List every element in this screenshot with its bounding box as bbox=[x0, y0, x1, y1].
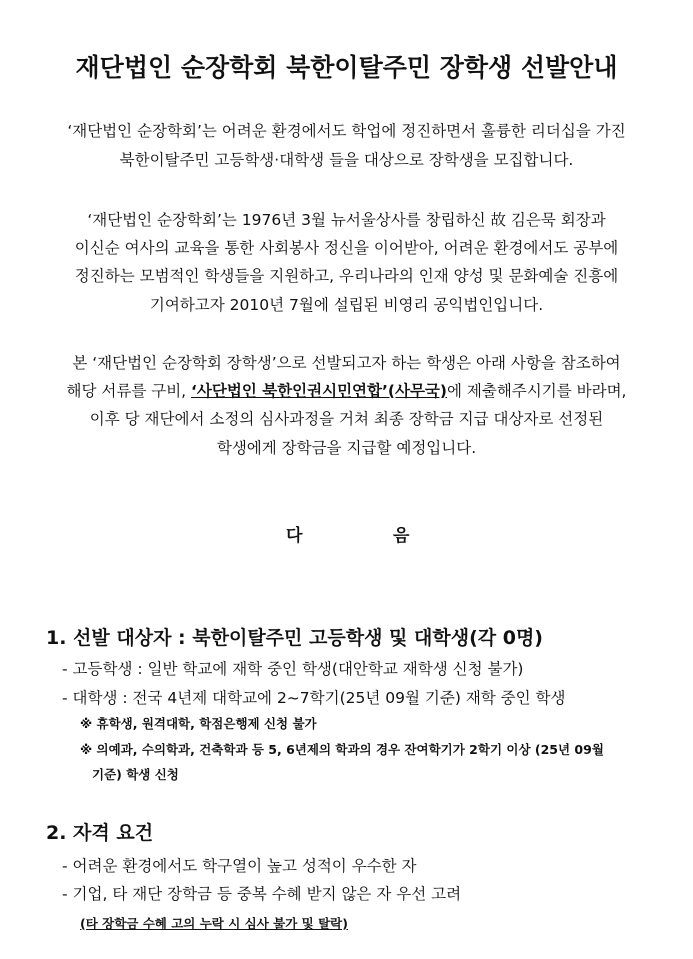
apply-line bbox=[0, 381, 693, 401]
section1-item: - 고등학생 : 일반 학교에 재학 중인 학생(대안학교 재학생 신청 불가) bbox=[62, 660, 524, 678]
heading-da: 다 bbox=[286, 526, 303, 546]
section1-note: ※ 의예과, 수의학과, 건축학과 등 5, 6년제의 학과의 경우 잔여학기가 2학기 이상 (25년 09월 bbox=[80, 742, 604, 757]
section1-heading: 1. 선발 대상자 : 북한이탈주민 고등학생 및 대학생(각 0명) bbox=[46, 627, 543, 649]
about-line: ‘재단법인 순장학회’는 1976년 3월 뉴서울상사를 창립하신 故 김은묵 회장과 bbox=[87, 211, 606, 229]
intro-line: ‘재단법인 순장학회’는 어려운 환경에서도 학업에 정진하면서 훌륭한 리더십을 가진 bbox=[67, 122, 626, 140]
section2-note: (타 장학금 수혜 고의 누락 시 심사 불가 및 탈락) bbox=[80, 916, 348, 931]
section2-heading: 2. 자격 요건 bbox=[46, 822, 154, 844]
section2-item: - 어려운 환경에서도 학구열이 높고 성적이 우수한 자 bbox=[62, 857, 417, 875]
apply-line: 본 ‘재단법인 순장학회 장학생’으로 선발되고자 하는 학생은 아래 사항을 참조하여 bbox=[72, 354, 621, 372]
about-line: 이신순 여사의 교육을 통한 사회봉사 정신을 이어받아, 어려운 환경에서도 공부에 bbox=[74, 239, 619, 257]
apply-text: 해당 서류를 구비, bbox=[66, 382, 192, 400]
heading-eum: 음 bbox=[393, 526, 410, 546]
page-title: 재단법인 순장학회 북한이탈주민 장학생 선발안내 bbox=[75, 53, 618, 82]
section1-item: - 대학생 : 전국 4년제 대학교에 2~7학기(25년 09월 기준) 재학 중인 학생 bbox=[62, 689, 566, 707]
intro-line: 북한이탈주민 고등학생·대학생 들을 대상으로 장학생을 모집합니다. bbox=[119, 151, 574, 169]
apply-text: 에 제출해주시기를 바라며, bbox=[446, 382, 627, 400]
section2-item: - 기업, 타 재단 장학금 등 중복 수혜 받지 않은 자 우선 고려 bbox=[62, 885, 462, 903]
apply-line: 이후 당 재단에서 소정의 심사과정을 거쳐 최종 장학금 지급 대상자로 선정된 bbox=[89, 410, 604, 428]
about-line: 기여하고자 2010년 7월에 설립된 비영리 공익법인입니다. bbox=[149, 296, 544, 314]
section1-note: 기준) 학생 신청 bbox=[92, 767, 179, 782]
about-line: 정진하는 모범적인 학생들을 지원하고, 우리나라의 인재 양성 및 문화예술 진흥에 bbox=[74, 267, 619, 285]
apply-line: 학생에게 장학금을 지급할 예정입니다. bbox=[216, 439, 477, 457]
section1-note: ※ 휴학생, 원격대학, 학점은행제 신청 불가 bbox=[80, 716, 317, 731]
organization-name: ‘사단법인 북한인권시민연합’(사무국) bbox=[191, 382, 447, 400]
